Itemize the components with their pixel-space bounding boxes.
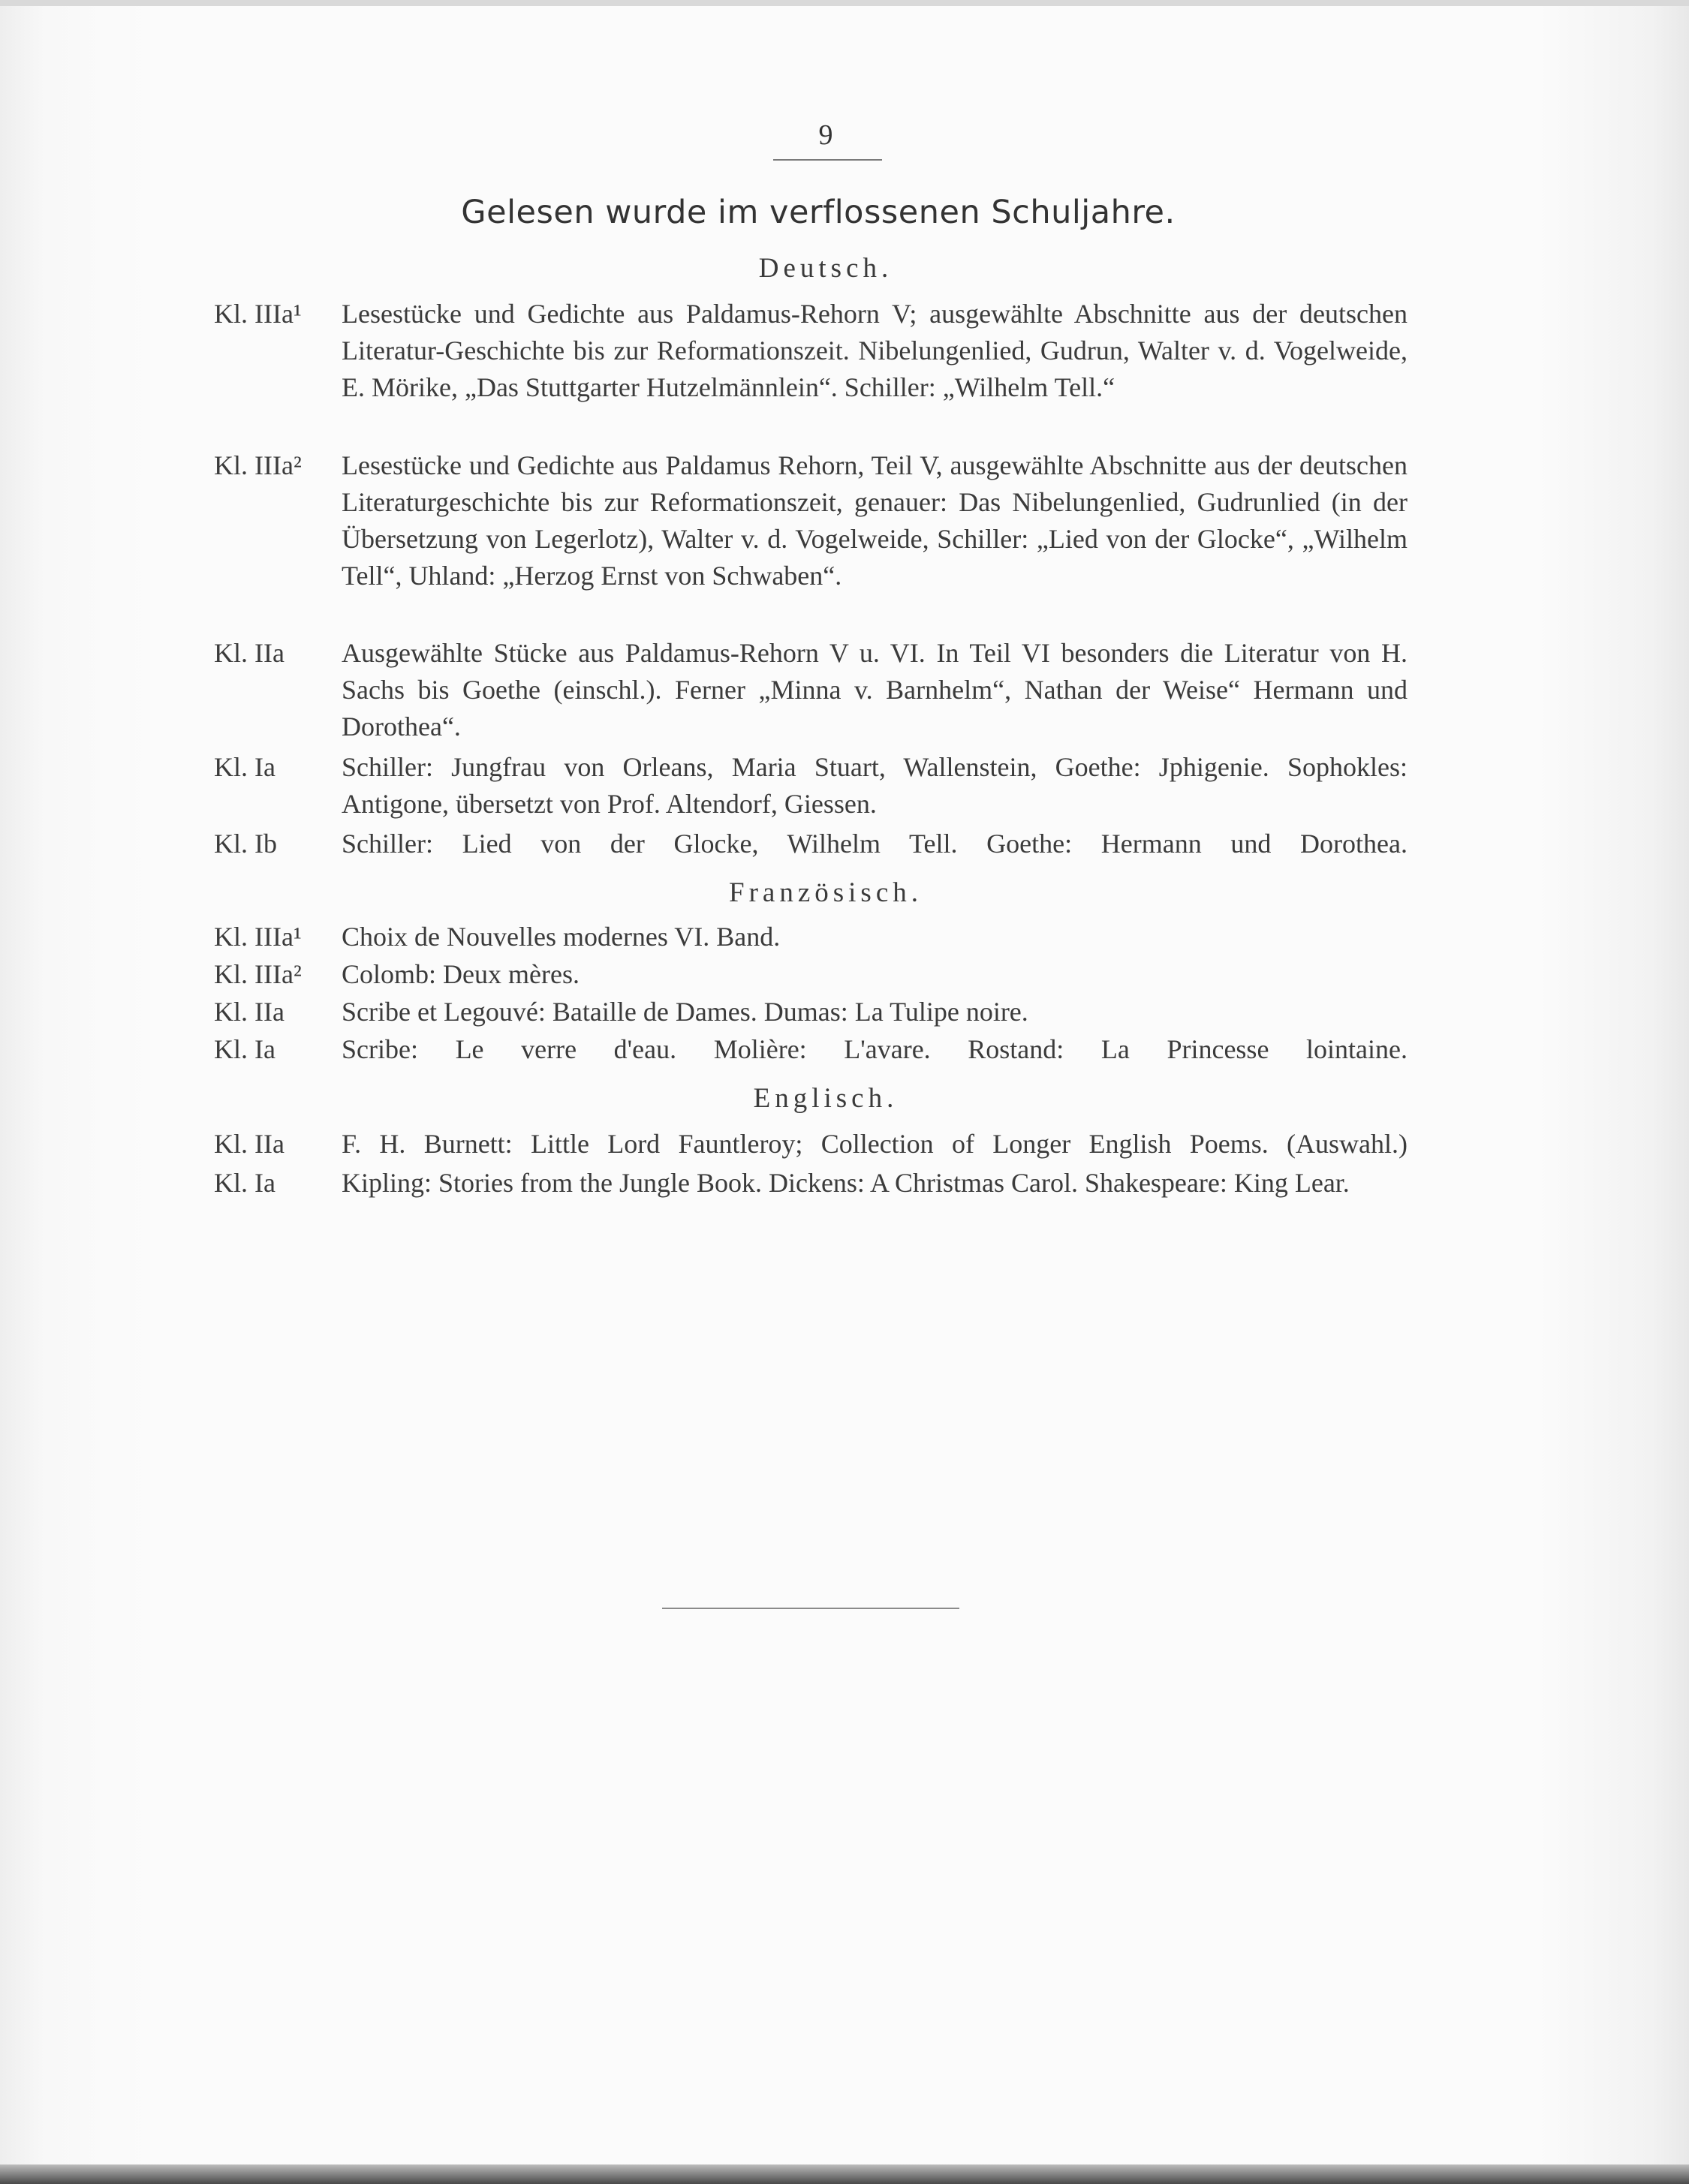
- reading-list-text: Schiller: Lied von der Glocke, Wilhelm Tell. Goethe: Hermann und Dorothea.: [342, 829, 1408, 859]
- reading-list-text: Ausgewählte Stücke aus Paldamus-Rehorn V u. VI. In Teil VI besonders die Literatur von H. Sachs bis Goethe (einschl.). Ferner „Minna v. Barnhelm“, Nathan der Weise“ Hermann und Dorothea“.: [342, 638, 1408, 742]
- class-label: Kl. Ib: [214, 829, 277, 859]
- reading-list-text: Colomb: Deux mères.: [342, 959, 580, 989]
- page-number-rule: [773, 159, 882, 161]
- class-label: Kl. IIIa¹: [214, 922, 302, 952]
- class-label: Kl. IIa: [214, 638, 285, 668]
- class-label: Kl. IIIa²: [214, 959, 302, 989]
- class-label: Kl. IIa: [214, 1129, 285, 1159]
- entry-deutsch-3: [214, 635, 1408, 745]
- entry-franzoesisch-2: [214, 956, 1408, 993]
- class-label: Kl. IIIa²: [214, 450, 302, 480]
- reading-list-text: Kipling: Stories from the Jungle Book. Dickens: A Christmas Carol. Shakespeare: King Lear.: [342, 1168, 1350, 1198]
- class-label: Kl. Ia: [214, 752, 275, 782]
- page-number: 9: [818, 119, 833, 151]
- entry-deutsch-2: [214, 447, 1408, 594]
- entry-franzoesisch-1: [214, 919, 1408, 955]
- class-label: Kl. IIa: [214, 997, 285, 1027]
- section-heading-deutsch: Deutsch.: [758, 253, 893, 284]
- entry-deutsch-1: [214, 296, 1408, 406]
- entry-englisch-1: [214, 1126, 1408, 1163]
- reading-list-text: Lesestücke und Gedichte aus Paldamus-Rehorn V; ausgewählte Abschnitte aus der deutschen Literatur-Geschichte bis zur Reformationszeit. Nibelungenlied, Gudrun, Walter v. d. Vogelweide, E. Mörike, „Das Stuttgarter Hutzelmännlein“. Schiller: „Wilhelm Tell.“: [342, 299, 1408, 402]
- class-label: Kl. Ia: [214, 1168, 275, 1198]
- scan-edge-bottom: [0, 2164, 1689, 2184]
- reading-list-text: F. H. Burnett: Little Lord Fauntleroy; Collection of Longer English Poems. (Auswahl.): [342, 1129, 1408, 1159]
- end-rule: [662, 1608, 959, 1609]
- section-heading-englisch: Englisch.: [753, 1083, 899, 1114]
- class-label: Kl. Ia: [214, 1034, 275, 1064]
- scan-edge-top: [0, 0, 1689, 6]
- reading-list-text: Scribe: Le verre d'eau. Molière: L'avare. Rostand: La Princesse lointaine.: [342, 1034, 1408, 1064]
- entry-deutsch-5: [214, 826, 1408, 862]
- entry-deutsch-4: [214, 749, 1408, 823]
- page-title: Gelesen wurde im verflossenen Schuljahre.: [461, 194, 1176, 231]
- class-label: Kl. IIIa¹: [214, 299, 302, 329]
- reading-list-text: Choix de Nouvelles modernes VI. Band.: [342, 922, 781, 952]
- reading-list-text: Lesestücke und Gedichte aus Paldamus Rehorn, Teil V, ausgewählte Abschnitte aus der deutschen Literaturgeschichte bis zur Reformationszeit, genauer: Das Nibelungenlied, Gudrunlied (in der Übersetzung von Legerlotz), Walter v. d. Vogelweide, Schiller: „Lied von der Glocke“, „Wilhelm Tell“, Uhland: „Herzog Ernst von Schwaben“.: [342, 450, 1408, 591]
- entry-englisch-2: [214, 1165, 1408, 1202]
- section-heading-franzoesisch: Französisch.: [729, 877, 923, 908]
- reading-list-text: Scribe et Legouvé: Bataille de Dames. Dumas: La Tulipe noire.: [342, 997, 1028, 1027]
- reading-list-text: Schiller: Jungfrau von Orleans, Maria Stuart, Wallenstein, Goethe: Jphigenie. Sophokles: Antigone, übersetzt von Prof. Altendorf, Giessen.: [342, 752, 1408, 819]
- entry-franzoesisch-3: [214, 994, 1408, 1030]
- entry-franzoesisch-4: [214, 1031, 1408, 1068]
